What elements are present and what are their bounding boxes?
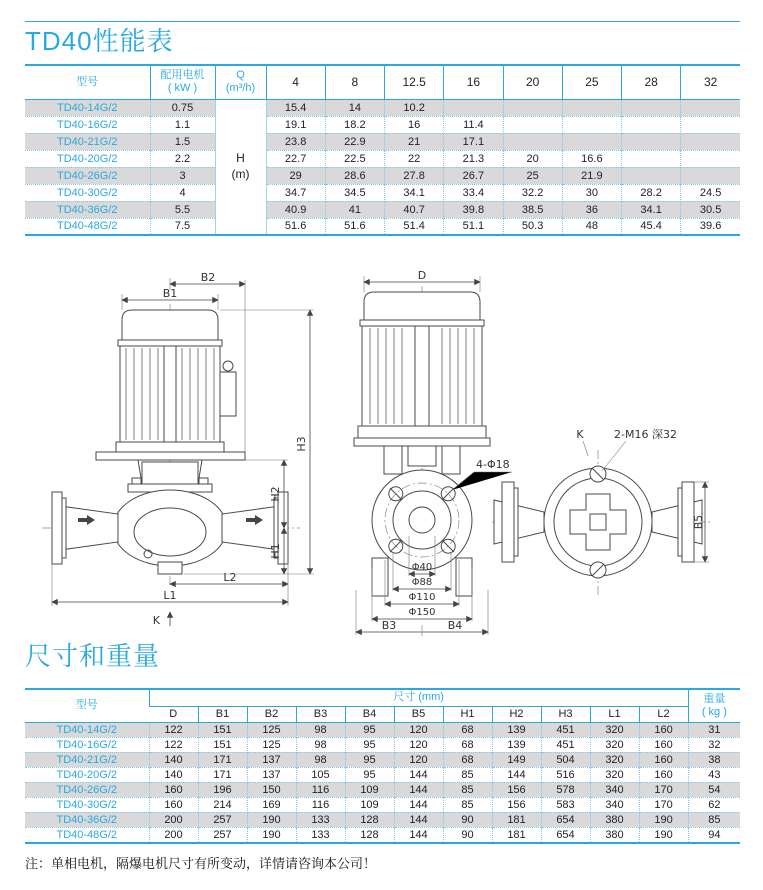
col-header-H2: H2 — [492, 706, 541, 722]
weight-cell: 94 — [688, 827, 740, 843]
col-header-B2: B2 — [247, 706, 296, 722]
dimension-value-cell: 109 — [345, 797, 394, 812]
head-value-cell: 39.8 — [444, 201, 503, 218]
dim-label-phi40: Φ40 — [411, 562, 433, 573]
dim-label-b5: B5 — [692, 514, 705, 530]
head-value-cell: 24.5 — [681, 184, 740, 201]
dimension-value-cell: 320 — [590, 767, 639, 782]
dimension-value-cell: 128 — [345, 812, 394, 827]
pump-side-view-drawing — [328, 268, 516, 636]
dimension-value-cell: 504 — [541, 752, 590, 767]
head-value-cell — [503, 99, 562, 116]
head-value-cell — [622, 99, 681, 116]
model-cell: TD40-48G/2 — [25, 827, 149, 843]
dimension-value-cell: 171 — [198, 752, 247, 767]
q-unit-label: (m³/h) — [225, 82, 256, 95]
q-label: Q — [236, 69, 245, 82]
model-cell: TD40-30G/2 — [25, 184, 150, 201]
dim-label-l2: L2 — [223, 571, 237, 584]
dimension-value-cell: 169 — [247, 797, 296, 812]
model-cell: TD40-14G/2 — [25, 99, 150, 116]
dimension-value-cell: 95 — [345, 722, 394, 737]
head-value-cell: 17.1 — [444, 133, 503, 150]
col-header-flow-20: 20 — [503, 65, 562, 99]
model-cell: TD40-36G/2 — [25, 812, 149, 827]
dimension-value-cell: 190 — [639, 827, 688, 843]
head-value-cell: 39.6 — [681, 218, 740, 235]
head-value-cell — [622, 133, 681, 150]
motor-label: 配用电机 — [160, 69, 205, 82]
performance-row — [25, 133, 740, 150]
dimension-value-cell: 257 — [198, 812, 247, 827]
performance-row — [25, 150, 740, 167]
col-header-B3: B3 — [296, 706, 345, 722]
dim-label-b2: B2 — [200, 271, 216, 284]
dimension-value-cell: 68 — [443, 752, 492, 767]
col-header-q — [215, 65, 266, 99]
head-value-cell: 38.5 — [503, 201, 562, 218]
junction-box — [220, 372, 236, 416]
head-value-cell: 30.5 — [681, 201, 740, 218]
col-header-flow-16: 16 — [444, 65, 503, 99]
head-unit: (m) — [231, 166, 250, 181]
suction-flange — [52, 492, 62, 564]
weight-cell: 31 — [688, 722, 740, 737]
head-value-cell — [503, 133, 562, 150]
dimensions-section-title: 尺寸和重量 — [25, 641, 161, 671]
dimension-value-cell: 120 — [394, 752, 443, 767]
head-value-cell: 40.9 — [266, 201, 325, 218]
dimension-value-cell: 133 — [296, 827, 345, 843]
dimension-value-cell: 151 — [198, 737, 247, 752]
dimension-value-cell: 320 — [590, 722, 639, 737]
motor-unit-label: ( kW ) — [167, 82, 198, 95]
motor-kw-cell: 1.5 — [150, 133, 215, 150]
head-value-cell: 36 — [562, 201, 621, 218]
lifting-eye — [223, 361, 233, 371]
dimension-value-cell: 451 — [541, 722, 590, 737]
dimension-value-cell: 320 — [590, 752, 639, 767]
dimension-value-cell: 109 — [345, 782, 394, 797]
dimension-value-cell: 190 — [247, 827, 296, 843]
head-value-cell: 25 — [503, 167, 562, 184]
dimension-value-cell: 144 — [394, 812, 443, 827]
motor-kw-cell: 4 — [150, 184, 215, 201]
head-value-cell: 27.8 — [385, 167, 444, 184]
head-value-cell: 28.6 — [325, 167, 384, 184]
performance-header-row — [25, 65, 740, 99]
dimension-value-cell: 160 — [639, 752, 688, 767]
dimension-value-cell: 98 — [296, 752, 345, 767]
head-value-cell: 22 — [385, 150, 444, 167]
dimension-value-cell: 120 — [394, 737, 443, 752]
head-value-cell: 32.2 — [503, 184, 562, 201]
dimension-value-cell: 171 — [198, 767, 247, 782]
head-value-cell: 22.7 — [266, 150, 325, 167]
head-value-cell — [681, 116, 740, 133]
col-header-flow-32: 32 — [681, 65, 740, 99]
model-cell: TD40-16G/2 — [25, 737, 149, 752]
top-divider — [25, 21, 740, 22]
col-header-flow-8: 8 — [325, 65, 384, 99]
col-header-D: D — [149, 706, 198, 722]
head-value-cell — [444, 99, 503, 116]
dimension-value-cell: 122 — [149, 737, 198, 752]
dimension-value-cell: 144 — [394, 767, 443, 782]
dimension-value-cell: 214 — [198, 797, 247, 812]
dimension-value-cell: 190 — [639, 812, 688, 827]
head-value-cell: 30 — [562, 184, 621, 201]
lantern-bracket — [142, 462, 198, 484]
dimension-value-cell: 139 — [492, 737, 541, 752]
dimensions-row — [25, 737, 740, 752]
dimension-value-cell: 181 — [492, 827, 541, 843]
col-header-H3: H3 — [541, 706, 590, 722]
model-cell: TD40-36G/2 — [25, 201, 150, 218]
dimension-value-cell: 98 — [296, 722, 345, 737]
motor-kw-cell: 0.75 — [150, 99, 215, 116]
col-header-model: 型号 — [25, 689, 149, 722]
dimensions-header-row-1 — [25, 689, 740, 706]
dimension-value-cell: 160 — [639, 737, 688, 752]
performance-row — [25, 184, 740, 201]
col-header-L1: L1 — [590, 706, 639, 722]
head-value-cell: 51.1 — [444, 218, 503, 235]
head-value-cell: 22.9 — [325, 133, 384, 150]
dimension-value-cell: 128 — [345, 827, 394, 843]
dimension-value-cell: 151 — [198, 722, 247, 737]
head-value-cell: 28.2 — [622, 184, 681, 201]
weight-cell: 32 — [688, 737, 740, 752]
col-header-B5: B5 — [394, 706, 443, 722]
head-value-cell — [681, 133, 740, 150]
motor-kw-cell: 1.1 — [150, 116, 215, 133]
dimension-value-cell: 144 — [492, 767, 541, 782]
dimension-value-cell: 257 — [198, 827, 247, 843]
dimension-value-cell: 340 — [590, 797, 639, 812]
head-value-cell: 48 — [562, 218, 621, 235]
head-value-cell: 20 — [503, 150, 562, 167]
dim-label-b3: B3 — [381, 619, 397, 632]
dim-label-k-top: K — [576, 428, 584, 441]
head-value-cell: 21.9 — [562, 167, 621, 184]
col-header-flow-4: 4 — [266, 65, 325, 99]
performance-section-title: TD40性能表 — [25, 26, 174, 56]
dimension-value-cell: 156 — [492, 797, 541, 812]
dimension-value-cell: 68 — [443, 722, 492, 737]
dimensions-row — [25, 767, 740, 782]
dimension-value-cell: 160 — [149, 797, 198, 812]
dimensions-row — [25, 722, 740, 737]
head-value-cell: 34.5 — [325, 184, 384, 201]
col-header-flow-25: 25 — [562, 65, 621, 99]
dim-label-h2: H2 — [269, 486, 282, 502]
dim-label-k: K — [152, 614, 160, 627]
head-value-cell: 51.6 — [266, 218, 325, 235]
head-value-cell — [681, 150, 740, 167]
dimension-value-cell: 149 — [492, 752, 541, 767]
pump-front-view-drawing — [38, 272, 333, 628]
dimension-value-cell: 95 — [345, 767, 394, 782]
dimension-value-cell: 170 — [639, 797, 688, 812]
head-value-cell: 10.2 — [385, 99, 444, 116]
dimension-value-cell: 516 — [541, 767, 590, 782]
side-view-pump-outline — [354, 286, 490, 596]
dimension-value-cell: 144 — [394, 827, 443, 843]
dimension-value-cell: 380 — [590, 827, 639, 843]
dimension-value-cell: 160 — [639, 767, 688, 782]
head-value-cell: 19.1 — [266, 116, 325, 133]
weight-cell: 85 — [688, 812, 740, 827]
col-header-B4: B4 — [345, 706, 394, 722]
head-value-cell: 16.6 — [562, 150, 621, 167]
dimension-value-cell: 85 — [443, 797, 492, 812]
dim-label-b4: B4 — [447, 619, 463, 632]
dimension-value-cell: 156 — [492, 782, 541, 797]
dimensions-row — [25, 827, 740, 843]
dimensions-row — [25, 797, 740, 812]
head-value-cell: 45.4 — [622, 218, 681, 235]
col-header-B1: B1 — [198, 706, 247, 722]
dimension-value-cell: 160 — [149, 782, 198, 797]
top-view-pump-outline — [492, 450, 712, 596]
head-value-cell — [681, 99, 740, 116]
dimension-value-cell: 200 — [149, 812, 198, 827]
model-cell: TD40-48G/2 — [25, 218, 150, 235]
dimension-value-cell: 181 — [492, 812, 541, 827]
head-unit-cell — [215, 99, 266, 235]
col-header-weight — [688, 689, 740, 722]
dimension-value-cell: 125 — [247, 722, 296, 737]
head-symbol: H — [236, 151, 245, 166]
head-value-cell — [503, 116, 562, 133]
head-value-cell: 34.7 — [266, 184, 325, 201]
col-header-flow-12-5: 12.5 — [385, 65, 444, 99]
head-value-cell: 34.1 — [622, 201, 681, 218]
head-value-cell: 14 — [325, 99, 384, 116]
head-value-cell: 11.4 — [444, 116, 503, 133]
dimension-value-cell: 120 — [394, 722, 443, 737]
dimension-value-cell: 578 — [541, 782, 590, 797]
model-cell: TD40-30G/2 — [25, 797, 149, 812]
col-header-model: 型号 — [25, 65, 150, 99]
dim-label-bolt-holes: 4-Φ18 — [476, 458, 510, 471]
head-value-cell — [622, 167, 681, 184]
head-value-cell: 40.7 — [385, 201, 444, 218]
dimension-value-cell: 583 — [541, 797, 590, 812]
weight-label: 重量 — [703, 692, 726, 705]
dimension-value-cell: 133 — [296, 812, 345, 827]
dimension-value-cell: 200 — [149, 827, 198, 843]
head-value-cell: 34.1 — [385, 184, 444, 201]
model-cell: TD40-16G/2 — [25, 116, 150, 133]
dimensions-row — [25, 752, 740, 767]
head-value-cell — [681, 167, 740, 184]
col-header-motor — [150, 65, 215, 99]
dim-label-phi150: Φ150 — [408, 607, 436, 618]
head-value-cell — [562, 133, 621, 150]
dimension-value-cell: 160 — [639, 722, 688, 737]
dim-label-phi110: Φ110 — [408, 592, 436, 603]
front-view-pump-outline — [42, 304, 300, 588]
weight-cell: 38 — [688, 752, 740, 767]
model-cell: TD40-21G/2 — [25, 752, 149, 767]
head-value-cell: 51.6 — [325, 218, 384, 235]
footnote: 注：单相电机，隔爆电机尺寸有所变动，详情请咨询本公司！ — [25, 856, 377, 871]
motor-kw-cell: 5.5 — [150, 201, 215, 218]
col-header-flow-28: 28 — [622, 65, 681, 99]
head-value-cell: 51.4 — [385, 218, 444, 235]
motor-kw-cell: 7.5 — [150, 218, 215, 235]
dimension-value-cell: 654 — [541, 827, 590, 843]
dimension-value-cell: 140 — [149, 767, 198, 782]
dimension-value-cell: 90 — [443, 827, 492, 843]
dimension-value-cell: 85 — [443, 782, 492, 797]
dim-label-h1: H1 — [269, 543, 282, 559]
dim-label-tap: 2-M16 深32 — [614, 428, 677, 441]
head-value-cell — [562, 116, 621, 133]
model-cell: TD40-26G/2 — [25, 167, 150, 184]
head-value-cell: 26.7 — [444, 167, 503, 184]
head-value-cell: 41 — [325, 201, 384, 218]
motor-kw-cell: 2.2 — [150, 150, 215, 167]
performance-row — [25, 218, 740, 235]
dimension-value-cell: 170 — [639, 782, 688, 797]
weight-cell: 43 — [688, 767, 740, 782]
head-value-cell: 21 — [385, 133, 444, 150]
dimension-value-cell: 116 — [296, 797, 345, 812]
dimension-value-cell: 150 — [247, 782, 296, 797]
dimension-value-cell: 95 — [345, 737, 394, 752]
model-cell: TD40-14G/2 — [25, 722, 149, 737]
dimension-value-cell: 320 — [590, 737, 639, 752]
head-value-cell — [562, 99, 621, 116]
dimension-value-cell: 139 — [492, 722, 541, 737]
dimension-value-cell: 137 — [247, 752, 296, 767]
head-value-cell: 33.4 — [444, 184, 503, 201]
volute-body — [113, 490, 227, 566]
dimension-value-cell: 137 — [247, 767, 296, 782]
dimensions-row — [25, 812, 740, 827]
performance-row — [25, 99, 740, 116]
dimension-value-cell: 196 — [198, 782, 247, 797]
dimension-value-cell: 95 — [345, 752, 394, 767]
performance-table — [25, 64, 740, 236]
dimension-value-cell: 122 — [149, 722, 198, 737]
dimensions-row — [25, 782, 740, 797]
performance-row — [25, 116, 740, 133]
dimension-value-cell: 140 — [149, 752, 198, 767]
head-value-cell: 16 — [385, 116, 444, 133]
model-cell: TD40-20G/2 — [25, 150, 150, 167]
motor-kw-cell: 3 — [150, 167, 215, 184]
dimensions-table — [25, 688, 740, 844]
dimension-value-cell: 105 — [296, 767, 345, 782]
model-cell: TD40-20G/2 — [25, 767, 149, 782]
weight-cell: 62 — [688, 797, 740, 812]
col-group-size-mm: 尺寸 (mm) — [149, 689, 688, 706]
model-cell: TD40-21G/2 — [25, 133, 150, 150]
weight-unit-label: ( kg ) — [701, 705, 727, 718]
performance-row — [25, 201, 740, 218]
dim-label-d: D — [417, 269, 427, 282]
dimension-value-cell: 90 — [443, 812, 492, 827]
dimension-value-cell: 340 — [590, 782, 639, 797]
dimension-value-cell: 98 — [296, 737, 345, 752]
head-value-cell: 21.3 — [444, 150, 503, 167]
weight-cell: 54 — [688, 782, 740, 797]
dim-label-b1: B1 — [162, 287, 178, 300]
dim-label-h3: H3 — [295, 436, 308, 452]
dimension-value-cell: 451 — [541, 737, 590, 752]
head-value-cell: 29 — [266, 167, 325, 184]
mounting-plate — [96, 452, 245, 460]
head-value-cell: 23.8 — [266, 133, 325, 150]
col-header-L2: L2 — [639, 706, 688, 722]
dimension-value-cell: 144 — [394, 782, 443, 797]
head-value-cell: 50.3 — [503, 218, 562, 235]
dimension-value-cell: 654 — [541, 812, 590, 827]
dimension-value-cell: 125 — [247, 737, 296, 752]
dim-label-phi88: Φ88 — [411, 577, 433, 588]
head-value-cell — [622, 116, 681, 133]
performance-row — [25, 167, 740, 184]
model-cell: TD40-26G/2 — [25, 782, 149, 797]
head-value-cell: 15.4 — [266, 99, 325, 116]
dimension-value-cell: 85 — [443, 767, 492, 782]
dimension-value-cell: 68 — [443, 737, 492, 752]
left-flange — [502, 482, 514, 562]
pump-top-view-drawing — [492, 424, 717, 602]
dimension-value-cell: 144 — [394, 797, 443, 812]
flange-face — [372, 470, 472, 570]
dimension-value-cell: 116 — [296, 782, 345, 797]
dimension-value-cell: 190 — [247, 812, 296, 827]
col-header-H1: H1 — [443, 706, 492, 722]
dim-label-l1: L1 — [163, 589, 177, 602]
head-value-cell — [622, 150, 681, 167]
head-value-cell: 22.5 — [325, 150, 384, 167]
head-value-cell: 18.2 — [325, 116, 384, 133]
dimension-value-cell: 380 — [590, 812, 639, 827]
